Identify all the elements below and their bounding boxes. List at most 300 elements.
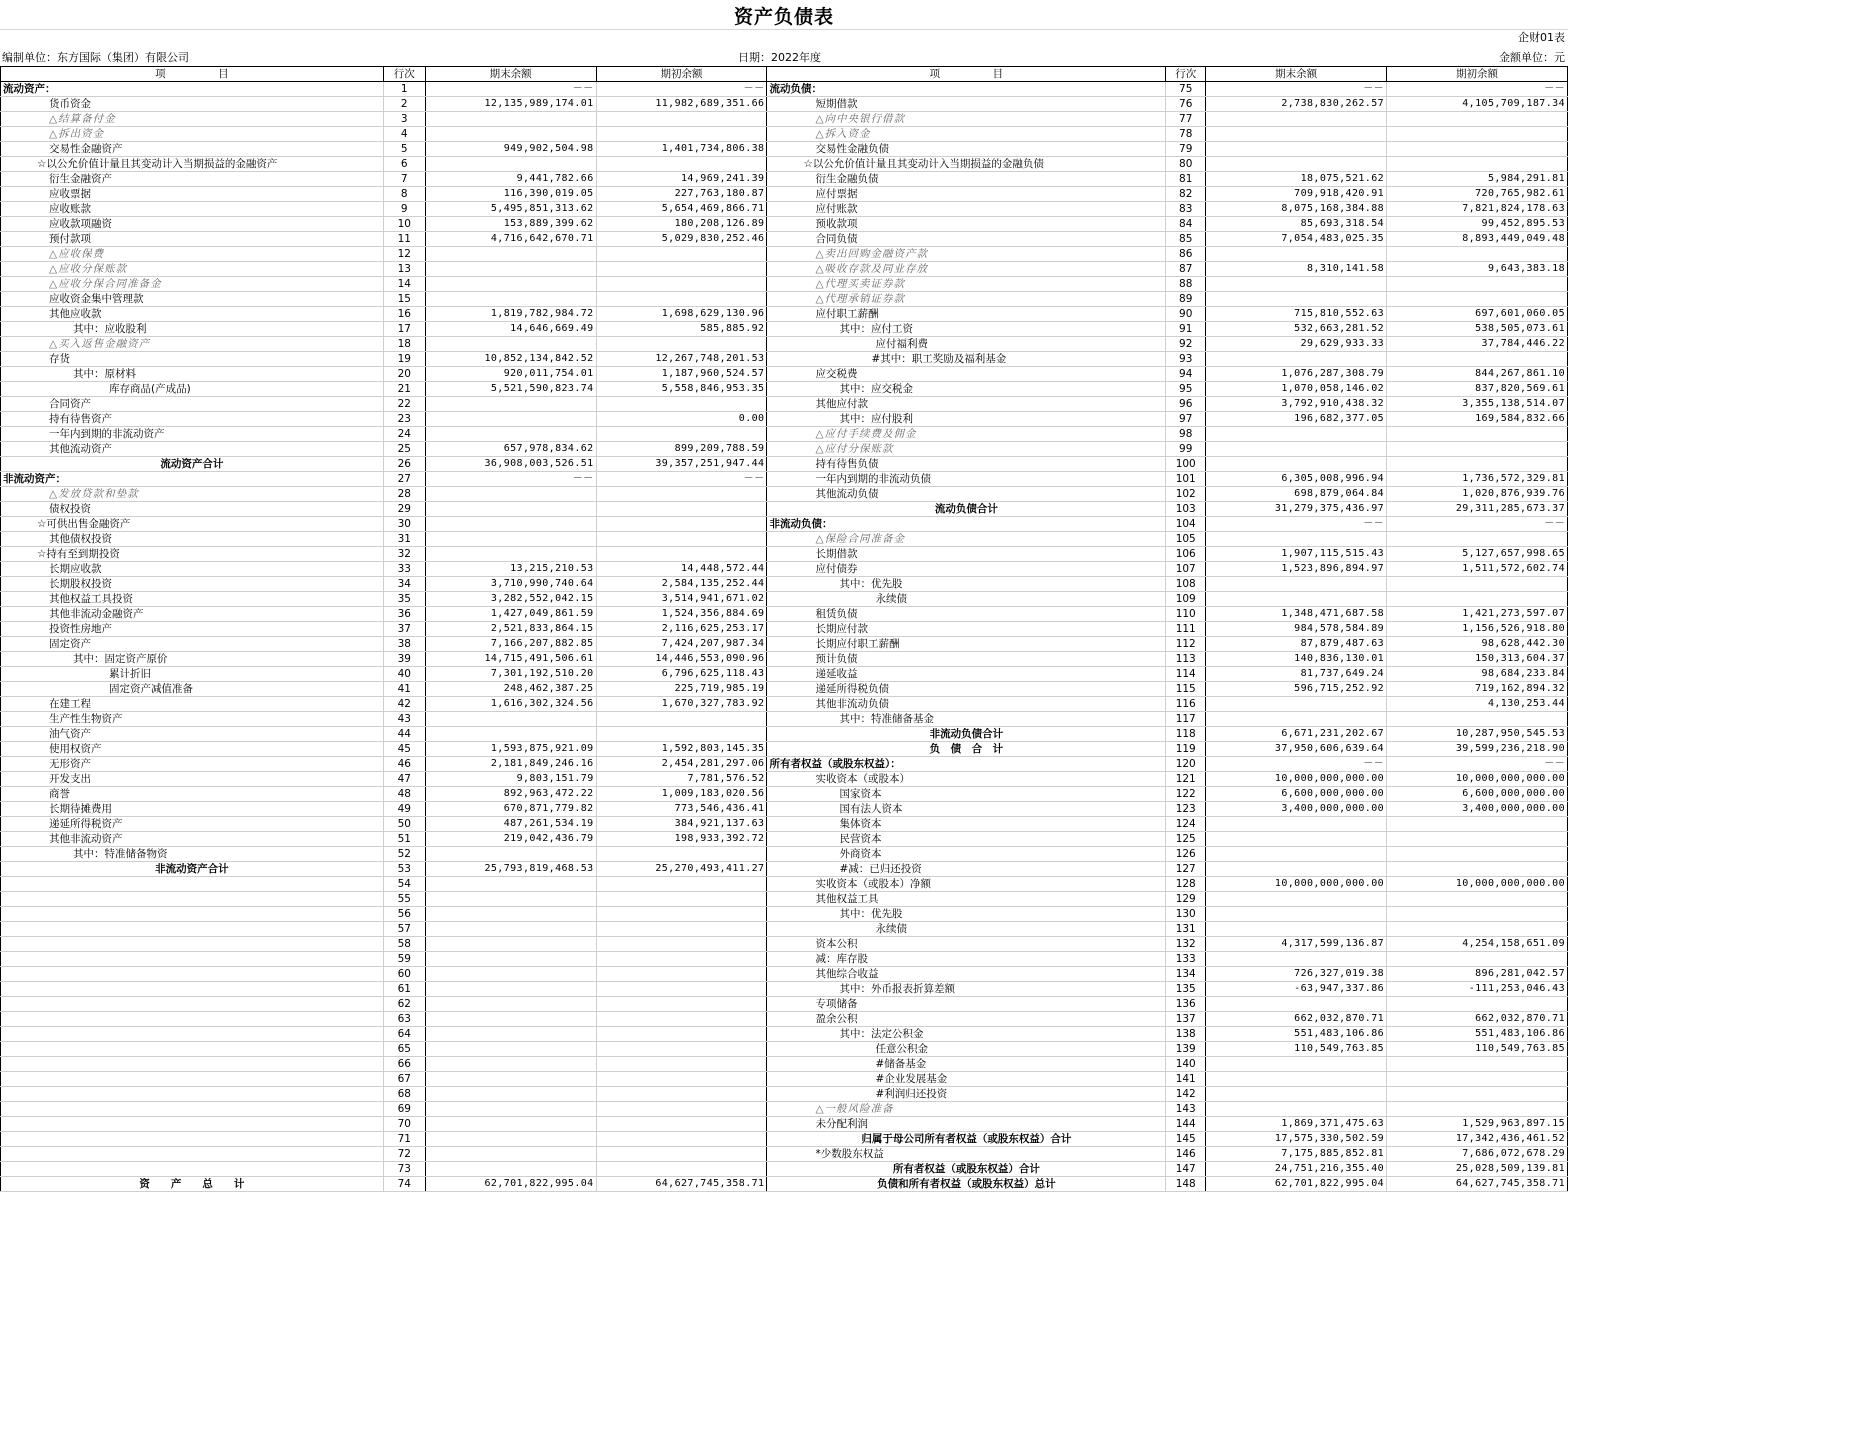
end-left-cell: 9,803,151.79 xyxy=(425,772,596,787)
line-left-cell: 43 xyxy=(383,712,425,727)
end-left-cell xyxy=(425,937,596,952)
end-right-cell: 662,032,870.71 xyxy=(1206,1012,1387,1027)
end-left-cell xyxy=(425,892,596,907)
line-left-cell: 27 xyxy=(383,472,425,487)
begin-right-cell: 29,311,285,673.37 xyxy=(1387,502,1568,517)
begin-left-cell xyxy=(596,247,767,262)
line-right-cell: 145 xyxy=(1166,1132,1206,1147)
begin-left-cell xyxy=(596,157,767,172)
line-left-cell: 1 xyxy=(383,82,425,97)
item-left-cell: △买入返售金融资产 xyxy=(1,337,384,352)
line-left-cell: 68 xyxy=(383,1087,425,1102)
line-right-cell: 98 xyxy=(1166,427,1206,442)
item-right-cell: △应付分保账款 xyxy=(767,442,1166,457)
line-right-cell: 103 xyxy=(1166,502,1206,517)
begin-right-cell xyxy=(1387,127,1568,142)
table-row xyxy=(1,247,1568,262)
line-left-cell: 49 xyxy=(383,802,425,817)
begin-left-cell: 1,009,183,020.56 xyxy=(596,787,767,802)
line-right-cell: 102 xyxy=(1166,487,1206,502)
end-left-cell xyxy=(425,1102,596,1117)
line-left-cell: 54 xyxy=(383,877,425,892)
begin-left-cell: 5,029,830,252.46 xyxy=(596,232,767,247)
table-row xyxy=(1,997,1568,1012)
table-row xyxy=(1,937,1568,952)
item-left-cell: 债权投资 xyxy=(1,502,384,517)
end-right-cell: －－ xyxy=(1206,517,1387,532)
begin-left-cell xyxy=(596,727,767,742)
line-right-cell: 148 xyxy=(1166,1177,1206,1192)
item-right-cell: 集体资本 xyxy=(767,817,1166,832)
table-row xyxy=(1,1147,1568,1162)
end-right-cell: 31,279,375,436.97 xyxy=(1206,502,1387,517)
end-left-cell xyxy=(425,262,596,277)
begin-right-cell: 37,784,446.22 xyxy=(1387,337,1568,352)
begin-left-cell xyxy=(596,502,767,517)
end-left-cell xyxy=(425,157,596,172)
table-row xyxy=(1,907,1568,922)
line-right-cell: 127 xyxy=(1166,862,1206,877)
line-right-cell: 87 xyxy=(1166,262,1206,277)
end-right-cell: 4,317,599,136.87 xyxy=(1206,937,1387,952)
header-item-right: 项 目 xyxy=(767,67,1166,82)
item-left-cell xyxy=(1,1042,384,1057)
table-row xyxy=(1,922,1568,937)
end-right-cell: 709,918,420.91 xyxy=(1206,187,1387,202)
table-row xyxy=(1,82,1568,97)
begin-right-cell: 1,421,273,597.07 xyxy=(1387,607,1568,622)
table-row xyxy=(1,742,1568,757)
line-right-cell: 78 xyxy=(1166,127,1206,142)
item-left-cell: 应收款项融资 xyxy=(1,217,384,232)
item-left-cell xyxy=(1,877,384,892)
line-right-cell: 92 xyxy=(1166,337,1206,352)
line-right-cell: 81 xyxy=(1166,172,1206,187)
table-row xyxy=(1,967,1568,982)
end-right-cell xyxy=(1206,832,1387,847)
line-left-cell: 25 xyxy=(383,442,425,457)
table-row xyxy=(1,757,1568,772)
line-left-cell: 39 xyxy=(383,652,425,667)
line-left-cell: 48 xyxy=(383,787,425,802)
table-row xyxy=(1,1177,1568,1192)
item-left-cell: 衍生金融资产 xyxy=(1,172,384,187)
item-left-cell: 交易性金融资产 xyxy=(1,142,384,157)
line-left-cell: 16 xyxy=(383,307,425,322)
line-right-cell: 125 xyxy=(1166,832,1206,847)
line-left-cell: 45 xyxy=(383,742,425,757)
item-left-cell: 其他应收款 xyxy=(1,307,384,322)
table-row xyxy=(1,712,1568,727)
end-right-cell: 7,054,483,025.35 xyxy=(1206,232,1387,247)
line-right-cell: 80 xyxy=(1166,157,1206,172)
header-row xyxy=(1,67,1568,82)
item-right-cell: 其他权益工具 xyxy=(767,892,1166,907)
end-right-cell: 17,575,330,502.59 xyxy=(1206,1132,1387,1147)
end-right-cell: 1,348,471,687.58 xyxy=(1206,607,1387,622)
begin-right-cell: 1,156,526,918.80 xyxy=(1387,622,1568,637)
end-left-cell xyxy=(425,1162,596,1177)
begin-left-cell xyxy=(596,877,767,892)
table-row xyxy=(1,787,1568,802)
end-right-cell: 140,836,130.01 xyxy=(1206,652,1387,667)
line-right-cell: 111 xyxy=(1166,622,1206,637)
item-right-cell: 外商资本 xyxy=(767,847,1166,862)
item-left-cell: 合同资产 xyxy=(1,397,384,412)
begin-left-cell xyxy=(596,952,767,967)
line-left-cell: 6 xyxy=(383,157,425,172)
line-right-cell: 95 xyxy=(1166,382,1206,397)
line-left-cell: 61 xyxy=(383,982,425,997)
line-left-cell: 34 xyxy=(383,577,425,592)
item-left-cell: ☆以公允价值计量且其变动计入当期损益的金融资产 xyxy=(1,157,384,172)
end-right-cell: 1,070,058,146.02 xyxy=(1206,382,1387,397)
end-left-cell xyxy=(425,112,596,127)
line-left-cell: 50 xyxy=(383,817,425,832)
item-right-cell: 民营资本 xyxy=(767,832,1166,847)
table-row xyxy=(1,862,1568,877)
line-left-cell: 12 xyxy=(383,247,425,262)
line-right-cell: 77 xyxy=(1166,112,1206,127)
end-left-cell xyxy=(425,277,596,292)
item-right-cell: 其他应付款 xyxy=(767,397,1166,412)
item-left-cell xyxy=(1,1027,384,1042)
end-right-cell xyxy=(1206,1087,1387,1102)
line-right-cell: 113 xyxy=(1166,652,1206,667)
begin-left-cell xyxy=(596,427,767,442)
end-left-cell xyxy=(425,1057,596,1072)
line-right-cell: 142 xyxy=(1166,1087,1206,1102)
begin-right-cell: -111,253,046.43 xyxy=(1387,982,1568,997)
item-right-cell: 一年内到期的非流动负债 xyxy=(767,472,1166,487)
end-left-cell xyxy=(425,487,596,502)
begin-right-cell: －－ xyxy=(1387,757,1568,772)
item-left-cell: △结算备付金 xyxy=(1,112,384,127)
line-right-cell: 89 xyxy=(1166,292,1206,307)
end-right-cell: 1,523,896,894.97 xyxy=(1206,562,1387,577)
end-right-cell xyxy=(1206,892,1387,907)
end-left-cell: －－ xyxy=(425,472,596,487)
table-row xyxy=(1,307,1568,322)
end-left-cell xyxy=(425,967,596,982)
line-left-cell: 46 xyxy=(383,757,425,772)
begin-left-cell xyxy=(596,112,767,127)
begin-left-cell: －－ xyxy=(596,472,767,487)
end-right-cell: 726,327,019.38 xyxy=(1206,967,1387,982)
begin-left-cell: 1,698,629,130.96 xyxy=(596,307,767,322)
item-right-cell: 任意公积金 xyxy=(767,1042,1166,1057)
item-left-cell xyxy=(1,1012,384,1027)
item-left-cell: 无形资产 xyxy=(1,757,384,772)
begin-left-cell: 225,719,985.19 xyxy=(596,682,767,697)
line-left-cell: 74 xyxy=(383,1177,425,1192)
line-left-cell: 40 xyxy=(383,667,425,682)
line-left-cell: 41 xyxy=(383,682,425,697)
begin-right-cell: 10,000,000,000.00 xyxy=(1387,877,1568,892)
begin-left-cell: 7,424,207,987.34 xyxy=(596,637,767,652)
item-left-cell: 其中：特准储备物资 xyxy=(1,847,384,862)
line-right-cell: 96 xyxy=(1166,397,1206,412)
end-left-cell: 62,701,822,995.04 xyxy=(425,1177,596,1192)
item-right-cell: 其中：外币报表折算差额 xyxy=(767,982,1166,997)
table-row xyxy=(1,1132,1568,1147)
line-left-cell: 65 xyxy=(383,1042,425,1057)
item-left-cell: 持有待售资产 xyxy=(1,412,384,427)
line-right-cell: 88 xyxy=(1166,277,1206,292)
header-line-left: 行次 xyxy=(383,67,425,82)
begin-left-cell xyxy=(596,892,767,907)
table-row xyxy=(1,892,1568,907)
begin-left-cell xyxy=(596,1087,767,1102)
end-left-cell xyxy=(425,1132,596,1147)
end-left-cell xyxy=(425,247,596,262)
item-right-cell: #其中：职工奖励及福利基金 xyxy=(767,352,1166,367)
table-row xyxy=(1,202,1568,217)
begin-right-cell: 25,028,509,139.81 xyxy=(1387,1162,1568,1177)
line-right-cell: 118 xyxy=(1166,727,1206,742)
end-left-cell xyxy=(425,712,596,727)
line-left-cell: 44 xyxy=(383,727,425,742)
begin-left-cell xyxy=(596,982,767,997)
header-line-right: 行次 xyxy=(1166,67,1206,82)
line-right-cell: 130 xyxy=(1166,907,1206,922)
item-left-cell xyxy=(1,1162,384,1177)
begin-left-cell xyxy=(596,1117,767,1132)
line-left-cell: 28 xyxy=(383,487,425,502)
end-right-cell: 1,907,115,515.43 xyxy=(1206,547,1387,562)
table-row xyxy=(1,337,1568,352)
header-begin-left: 期初余额 xyxy=(596,67,767,82)
item-left-cell: △应收保费 xyxy=(1,247,384,262)
begin-right-cell xyxy=(1387,247,1568,262)
line-left-cell: 71 xyxy=(383,1132,425,1147)
line-right-cell: 140 xyxy=(1166,1057,1206,1072)
item-right-cell: 非流动负债合计 xyxy=(767,727,1166,742)
item-right-cell: 应付债券 xyxy=(767,562,1166,577)
table-row xyxy=(1,847,1568,862)
end-left-cell xyxy=(425,952,596,967)
begin-right-cell xyxy=(1387,1087,1568,1102)
line-right-cell: 122 xyxy=(1166,787,1206,802)
table-row xyxy=(1,682,1568,697)
table-row xyxy=(1,652,1568,667)
end-right-cell: 37,950,606,639.64 xyxy=(1206,742,1387,757)
line-right-cell: 97 xyxy=(1166,412,1206,427)
begin-right-cell xyxy=(1387,142,1568,157)
balance-table xyxy=(0,66,1568,1192)
table-row xyxy=(1,1117,1568,1132)
item-left-cell: 固定资产 xyxy=(1,637,384,652)
end-right-cell xyxy=(1206,847,1387,862)
begin-right-cell xyxy=(1387,292,1568,307)
begin-left-cell: 198,933,392.72 xyxy=(596,832,767,847)
line-left-cell: 23 xyxy=(383,412,425,427)
begin-right-cell: 551,483,106.86 xyxy=(1387,1027,1568,1042)
end-left-cell xyxy=(425,127,596,142)
item-left-cell: 商誉 xyxy=(1,787,384,802)
begin-right-cell: 1,529,963,897.15 xyxy=(1387,1117,1568,1132)
header-end-left: 期末余额 xyxy=(425,67,596,82)
line-right-cell: 124 xyxy=(1166,817,1206,832)
table-row xyxy=(1,112,1568,127)
line-left-cell: 51 xyxy=(383,832,425,847)
begin-left-cell: 0.00 xyxy=(596,412,767,427)
item-right-cell: △一般风险准备 xyxy=(767,1102,1166,1117)
item-right-cell: #储备基金 xyxy=(767,1057,1166,1072)
end-right-cell: 10,000,000,000.00 xyxy=(1206,877,1387,892)
item-left-cell: ☆持有至到期投资 xyxy=(1,547,384,562)
end-right-cell xyxy=(1206,142,1387,157)
item-right-cell: △保险合同准备金 xyxy=(767,532,1166,547)
line-right-cell: 94 xyxy=(1166,367,1206,382)
begin-left-cell: 11,982,689,351.66 xyxy=(596,97,767,112)
table-row xyxy=(1,142,1568,157)
item-right-cell: 未分配利润 xyxy=(767,1117,1166,1132)
end-right-cell xyxy=(1206,817,1387,832)
line-left-cell: 32 xyxy=(383,547,425,562)
end-right-cell: 596,715,252.92 xyxy=(1206,682,1387,697)
line-left-cell: 69 xyxy=(383,1102,425,1117)
begin-left-cell xyxy=(596,712,767,727)
line-left-cell: 31 xyxy=(383,532,425,547)
item-right-cell: 其中：优先股 xyxy=(767,907,1166,922)
begin-right-cell xyxy=(1387,352,1568,367)
end-right-cell: 532,663,281.52 xyxy=(1206,322,1387,337)
end-left-cell: 1,819,782,984.72 xyxy=(425,307,596,322)
begin-left-cell: 14,969,241.39 xyxy=(596,172,767,187)
begin-left-cell xyxy=(596,277,767,292)
begin-right-cell xyxy=(1387,427,1568,442)
begin-right-cell: 98,684,233.84 xyxy=(1387,667,1568,682)
end-left-cell: 949,902,504.98 xyxy=(425,142,596,157)
end-right-cell: 85,693,318.54 xyxy=(1206,217,1387,232)
end-right-cell: 6,600,000,000.00 xyxy=(1206,787,1387,802)
line-right-cell: 79 xyxy=(1166,142,1206,157)
end-left-cell xyxy=(425,337,596,352)
begin-right-cell: 150,313,604.37 xyxy=(1387,652,1568,667)
begin-right-cell: 4,105,709,187.34 xyxy=(1387,97,1568,112)
end-left-cell xyxy=(425,1027,596,1042)
table-row xyxy=(1,367,1568,382)
line-right-cell: 131 xyxy=(1166,922,1206,937)
end-left-cell: 14,715,491,506.61 xyxy=(425,652,596,667)
end-right-cell: 984,578,584.89 xyxy=(1206,622,1387,637)
begin-left-cell: 384,921,137.63 xyxy=(596,817,767,832)
begin-right-cell: 3,400,000,000.00 xyxy=(1387,802,1568,817)
end-right-cell: 8,075,168,384.88 xyxy=(1206,202,1387,217)
item-left-cell: 递延所得税资产 xyxy=(1,817,384,832)
item-right-cell: 实收资本（或股本） xyxy=(767,772,1166,787)
begin-right-cell xyxy=(1387,832,1568,847)
begin-left-cell xyxy=(596,1132,767,1147)
begin-right-cell xyxy=(1387,532,1568,547)
form-code: 企财01表 xyxy=(1518,31,1565,44)
end-right-cell xyxy=(1206,952,1387,967)
item-left-cell: 其他债权投资 xyxy=(1,532,384,547)
begin-right-cell xyxy=(1387,577,1568,592)
end-left-cell: 3,282,552,042.15 xyxy=(425,592,596,607)
end-right-cell: 110,549,763.85 xyxy=(1206,1042,1387,1057)
line-left-cell: 72 xyxy=(383,1147,425,1162)
table-row xyxy=(1,127,1568,142)
line-left-cell: 17 xyxy=(383,322,425,337)
table-row xyxy=(1,157,1568,172)
end-right-cell: 715,810,552.63 xyxy=(1206,307,1387,322)
line-right-cell: 117 xyxy=(1166,712,1206,727)
end-right-cell: 1,076,287,308.79 xyxy=(1206,367,1387,382)
line-right-cell: 90 xyxy=(1166,307,1206,322)
line-right-cell: 82 xyxy=(1166,187,1206,202)
end-left-cell: 13,215,210.53 xyxy=(425,562,596,577)
line-right-cell: 85 xyxy=(1166,232,1206,247)
begin-right-cell: 7,686,072,678.29 xyxy=(1387,1147,1568,1162)
item-left-cell: 非流动资产合计 xyxy=(1,862,384,877)
table-row xyxy=(1,397,1568,412)
begin-right-cell: 9,643,383.18 xyxy=(1387,262,1568,277)
begin-left-cell: 1,670,327,783.92 xyxy=(596,697,767,712)
line-right-cell: 137 xyxy=(1166,1012,1206,1027)
item-left-cell: 长期应收款 xyxy=(1,562,384,577)
begin-left-cell: 2,454,281,297.06 xyxy=(596,757,767,772)
end-right-cell: 2,738,830,262.57 xyxy=(1206,97,1387,112)
table-row xyxy=(1,292,1568,307)
begin-left-cell: 180,208,126.89 xyxy=(596,217,767,232)
end-right-cell: －－ xyxy=(1206,757,1387,772)
item-right-cell: 资本公积 xyxy=(767,937,1166,952)
begin-right-cell: 99,452,895.53 xyxy=(1387,217,1568,232)
line-right-cell: 128 xyxy=(1166,877,1206,892)
item-right-cell: 其中：法定公积金 xyxy=(767,1027,1166,1042)
item-left-cell xyxy=(1,1132,384,1147)
item-left-cell xyxy=(1,1087,384,1102)
line-left-cell: 70 xyxy=(383,1117,425,1132)
end-left-cell xyxy=(425,1012,596,1027)
table-row xyxy=(1,412,1568,427)
begin-right-cell xyxy=(1387,712,1568,727)
end-left-cell: 3,710,990,740.64 xyxy=(425,577,596,592)
begin-left-cell: 12,267,748,201.53 xyxy=(596,352,767,367)
end-right-cell xyxy=(1206,157,1387,172)
line-right-cell: 138 xyxy=(1166,1027,1206,1042)
item-right-cell: 其中：特准储备基金 xyxy=(767,712,1166,727)
end-right-cell xyxy=(1206,1102,1387,1117)
item-right-cell: 盈余公积 xyxy=(767,1012,1166,1027)
line-right-cell: 110 xyxy=(1166,607,1206,622)
begin-left-cell xyxy=(596,517,767,532)
item-right-cell: 持有待售负债 xyxy=(767,457,1166,472)
begin-right-cell xyxy=(1387,997,1568,1012)
table-row xyxy=(1,502,1568,517)
item-left-cell xyxy=(1,1102,384,1117)
item-right-cell: 流动负债： xyxy=(767,82,1166,97)
end-right-cell xyxy=(1206,712,1387,727)
table-row xyxy=(1,532,1568,547)
line-left-cell: 15 xyxy=(383,292,425,307)
item-right-cell: △应付手续费及佣金 xyxy=(767,427,1166,442)
end-right-cell: 698,879,064.84 xyxy=(1206,487,1387,502)
item-right-cell: 其他综合收益 xyxy=(767,967,1166,982)
begin-right-cell: 39,599,236,218.90 xyxy=(1387,742,1568,757)
table-row xyxy=(1,832,1568,847)
begin-right-cell: 719,162,894.32 xyxy=(1387,682,1568,697)
item-right-cell: 应付票据 xyxy=(767,187,1166,202)
table-row xyxy=(1,622,1568,637)
end-left-cell xyxy=(425,502,596,517)
item-right-cell: △向中央银行借款 xyxy=(767,112,1166,127)
begin-left-cell: 6,796,625,118.43 xyxy=(596,667,767,682)
item-right-cell: 应交税费 xyxy=(767,367,1166,382)
begin-right-cell: 697,601,060.05 xyxy=(1387,307,1568,322)
